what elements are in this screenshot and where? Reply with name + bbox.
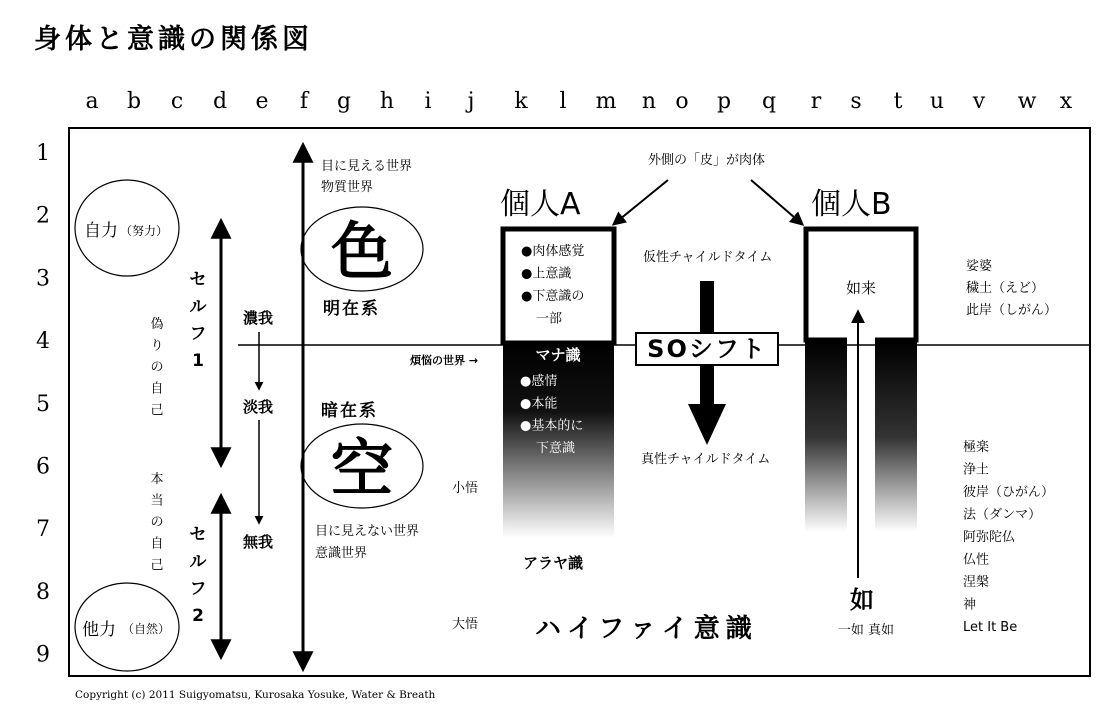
column-label: m	[595, 89, 617, 114]
vertical-char: セ	[189, 525, 207, 545]
noga-label: 濃我	[243, 309, 274, 327]
column-label: q	[761, 89, 777, 114]
row-label: 9	[36, 642, 50, 668]
vertical-char: り	[150, 338, 164, 354]
tanga-label: 淡我	[243, 398, 274, 416]
self2-text	[190, 525, 208, 626]
shift-arrow-shaft-top	[700, 281, 714, 334]
column-label: k	[514, 89, 528, 114]
personB-gradient-left	[805, 342, 847, 532]
column-label: g	[336, 89, 352, 114]
anzaikei-label: 暗在系	[321, 401, 378, 421]
jiriki-sub: （努力）	[120, 224, 169, 238]
nyorai-label: 如来	[845, 279, 877, 297]
shift-arrow-head	[688, 404, 726, 445]
vertical-char: 1	[192, 351, 204, 371]
material-world-label: 物質世界	[321, 180, 374, 195]
column-label: p	[716, 89, 732, 114]
vertical-char: 自	[150, 536, 164, 552]
tariki-label: 他力	[82, 620, 116, 640]
kasei-label: 仮性チャイルドタイム	[643, 250, 773, 265]
column-label: n	[641, 89, 657, 114]
personA-item: ●下意識の	[521, 289, 585, 304]
hifi-label: ハイファイ意識	[535, 614, 758, 644]
vertical-char: 己	[150, 558, 164, 573]
row-label: 3	[36, 266, 50, 292]
column-labels	[85, 89, 1072, 114]
nyo-char: 如	[850, 586, 874, 614]
column-label: f	[299, 89, 309, 114]
vertical-char: 己	[150, 403, 164, 418]
column-label: l	[559, 89, 567, 114]
jiriki-label: 自力	[84, 221, 118, 241]
skin-arrow-b	[751, 180, 802, 224]
right-bottom-item: 涅槃	[963, 575, 990, 590]
right-top-list	[966, 258, 1057, 318]
skin-arrow-a	[614, 180, 668, 224]
column-label: o	[675, 89, 689, 114]
shift-label: SOシフト	[647, 335, 767, 363]
copyright: Copyright (c) 2011 Suigyomatsu, Kurosaka Yosuke, Water & Breath	[75, 689, 436, 701]
shift-arrow-shaft-bottom	[700, 366, 714, 406]
column-label: e	[255, 89, 269, 114]
right-top-item: 穢土（えど）	[966, 281, 1045, 296]
vertical-char: 偽	[150, 317, 164, 332]
mana-item: 下意識	[536, 440, 576, 456]
skin-note: 外側の「皮」が肉体	[648, 153, 766, 168]
column-label: s	[850, 89, 862, 114]
row-label: 2	[36, 203, 50, 229]
right-bottom-list	[963, 439, 1054, 635]
mana-item: ●感情	[520, 374, 558, 389]
vertical-char: ル	[189, 297, 207, 317]
row-label: 1	[36, 141, 50, 166]
column-label: d	[212, 89, 228, 114]
shinsei-label: 真性チャイルドタイム	[641, 452, 771, 467]
vertical-char: 当	[150, 493, 164, 509]
row-label: 4	[36, 329, 50, 355]
mana-label: マナ識	[535, 346, 581, 364]
self1-text	[190, 270, 208, 371]
row-label: 7	[36, 517, 50, 543]
right-bottom-item: 極楽	[963, 440, 990, 455]
right-bottom-item: 阿弥陀仏	[963, 530, 1016, 545]
daigo-label: 大悟	[452, 617, 479, 632]
shiki-char: 色	[330, 215, 394, 288]
bonnou-label: 煩悩の世界 →	[410, 354, 479, 367]
kuu-char: 空	[330, 432, 394, 505]
right-top-item: 娑婆	[966, 259, 993, 274]
ichinyo-label: 一如 真如	[837, 623, 895, 638]
right-bottom-item: 彼岸（ひがん）	[963, 485, 1055, 500]
right-bottom-item: 神	[963, 597, 977, 613]
right-bottom-item: 法（ダンマ）	[963, 507, 1042, 523]
vertical-char: の	[150, 360, 164, 375]
right-bottom-item: 浄土	[963, 462, 990, 478]
row-label: 6	[36, 454, 50, 480]
personB-label: 個人B	[811, 187, 892, 222]
column-label: w	[1017, 89, 1037, 114]
personA-item: ●肉体感覚	[521, 244, 585, 259]
visible-world-label: 目に見える世界	[321, 159, 413, 174]
column-label: x	[1059, 89, 1073, 114]
consciousness-world-label: 意識世界	[315, 546, 368, 561]
muga-label: 無我	[243, 533, 274, 551]
shougo-label: 小悟	[452, 481, 479, 496]
column-label: b	[126, 89, 142, 114]
column-label: h	[379, 89, 395, 114]
column-label: t	[893, 89, 903, 114]
row-labels	[36, 141, 50, 668]
column-label: a	[85, 89, 99, 114]
right-top-item: 此岸（しがん）	[966, 303, 1058, 318]
personB-gradient-right	[875, 342, 917, 532]
mana-item: ●本能	[520, 396, 558, 412]
right-bottom-item: 仏性	[963, 552, 990, 568]
vertical-char: フ	[189, 324, 207, 344]
row-label: 5	[36, 391, 50, 417]
vertical-char: フ	[189, 579, 207, 599]
column-label: r	[810, 89, 822, 114]
column-label: j	[467, 89, 475, 114]
itsuwari-jiko-text	[150, 317, 163, 418]
invisible-world-label: 目に見えない世界	[315, 524, 420, 539]
personA-label: 個人A	[500, 187, 581, 222]
column-label: u	[929, 89, 945, 114]
meizaikei-label: 明在系	[323, 299, 380, 319]
vertical-char: 2	[192, 606, 204, 626]
vertical-char: ル	[189, 552, 207, 572]
personA-item: ●上意識	[521, 266, 572, 282]
column-label: i	[424, 89, 432, 114]
page-title: 身体と意識の関係図	[34, 24, 313, 55]
tariki-sub: （自然）	[122, 622, 171, 636]
vertical-char: の	[150, 515, 164, 530]
column-label: c	[170, 89, 184, 114]
row-label: 8	[36, 579, 50, 605]
hontou-jiko-text	[150, 471, 163, 573]
right-bottom-item: Let It Be	[963, 620, 1018, 635]
vertical-char: セ	[189, 270, 207, 290]
vertical-char: 本	[150, 472, 164, 487]
araya-label: アラヤ識	[523, 554, 584, 572]
personA-item: 一部	[536, 311, 563, 327]
vertical-char: 自	[150, 381, 164, 397]
mana-item: ●基本的に	[520, 418, 584, 434]
column-label: v	[972, 89, 986, 114]
